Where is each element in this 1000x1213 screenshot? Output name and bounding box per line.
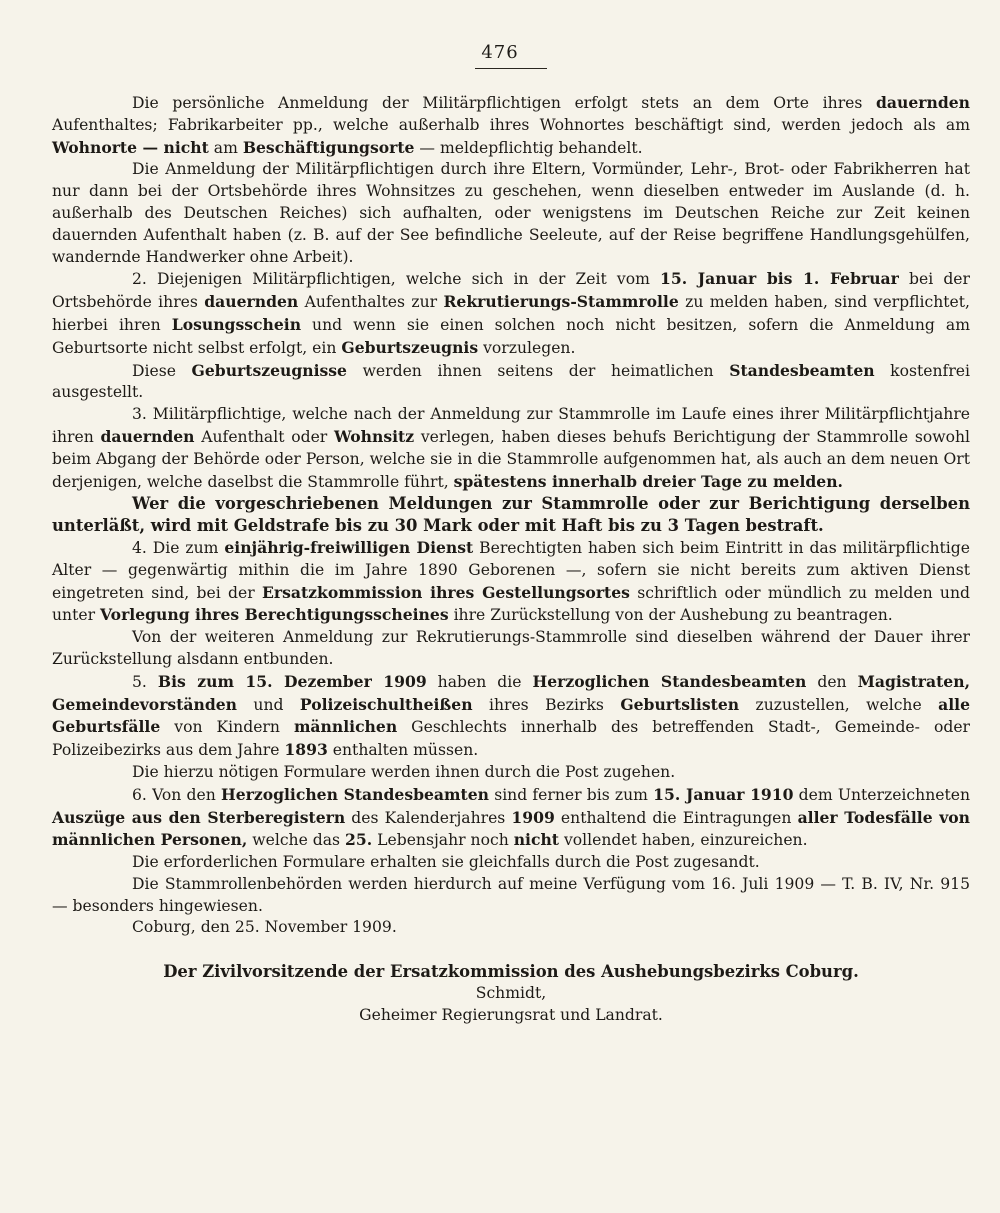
text-run: enthaltend die Eintragungen bbox=[554, 808, 798, 827]
text-run: Die erforderlichen Formulare erhalten sie gleichfalls durch die Post zugesandt. bbox=[132, 853, 760, 872]
text-run: Berechtigten haben sich beim Eintritt in das militärpflichtige Alter — gegenwärtig mithin die im Jahre 1890 Geborenen —, sofern sie nicht bereits zum aktiven Dienst eingetreten sind, bei der bbox=[52, 538, 971, 602]
emphasis: Geburtslisten bbox=[620, 694, 740, 714]
paragraph-birth-certificates bbox=[52, 360, 970, 405]
text-run: — meldepflichtig behandelt. bbox=[414, 138, 643, 157]
text-run: vorzulegen. bbox=[478, 338, 576, 357]
text-run: Geschlechts innerhalb des betreffenden Stadt-, Gemeinde- oder Polizeibezirks aus dem Jahre bbox=[52, 718, 970, 760]
text-run: Die Stammrollenbehörden werden hierdurch auf meine Verfügung vom 16. Juli 1909 — T. B. IV, Nr. 915 — besonders hingewiesen. bbox=[52, 874, 970, 915]
signature-organization: Der Zivilvorsitzende der Ersatzkommission des Aushebungsbezirks Coburg. bbox=[163, 962, 859, 982]
paragraph-section-3 bbox=[52, 404, 970, 493]
paragraph-guardian-registration bbox=[52, 159, 970, 268]
text-run: werden ihnen seitens der heimatlichen bbox=[346, 361, 730, 380]
emphasis: Wohnorte — nicht bbox=[52, 137, 209, 157]
text-run: Die hierzu nötigen Formulare werden ihnen durch die Post zugehen. bbox=[132, 762, 676, 781]
emphasis: dauernden bbox=[204, 292, 299, 312]
emphasis: 15. Januar 1910 bbox=[653, 784, 794, 804]
text-run: schriftlich oder mündlich zu melden und unter bbox=[52, 583, 970, 625]
text-run: und bbox=[237, 695, 300, 714]
page-number: 476 bbox=[481, 42, 519, 63]
paragraph-forms-mail bbox=[52, 852, 970, 874]
signature-title: Geheimer Regierungsrat und Landrat. bbox=[359, 1005, 663, 1024]
document-body bbox=[52, 92, 970, 1027]
text-run: ihres Bezirks bbox=[472, 695, 621, 714]
signature-name: Schmidt, bbox=[475, 984, 547, 1003]
text-run: ihre Zurückstellung von der Aushebung zu beantragen. bbox=[448, 606, 893, 625]
date-line: Coburg, den 25. November 1909. bbox=[132, 918, 397, 937]
emphasis: männlichen bbox=[293, 717, 398, 737]
emphasis: Herzoglichen Standesbeamten bbox=[532, 671, 807, 691]
emphasis: Polizeischultheißen bbox=[299, 694, 473, 714]
text-run: am bbox=[208, 138, 243, 157]
penalty-warning: Wer die vorgeschriebenen Meldungen zur Stammrolle oder zur Berichtigung derselben unterläßt, wird mit Geldstrafe bis zu 30 Mark oder mit Haft bis zu 3 Tagen bestraft. bbox=[52, 494, 970, 536]
text-run: des Kalenderjahres bbox=[345, 808, 512, 827]
text-run: verlegen, haben dieses behufs Berichtigung der Stammrolle sowohl beim Abgang der Behörde oder Person, welche sie in die Stammrolle aufgenommen hat, als auch an dem neuen Ort derjenigen, welche daselbst die Stammrolle führt, bbox=[52, 427, 970, 491]
text-run: kostenfrei ausgestellt. bbox=[52, 361, 970, 402]
emphasis: alle Geburtsfälle bbox=[52, 694, 970, 737]
text-run: 6. Von den bbox=[132, 785, 221, 804]
emphasis: Bis zum 15. Dezember 1909 bbox=[157, 671, 427, 691]
text-run: Diese bbox=[132, 361, 192, 380]
emphasis: dauernden bbox=[100, 426, 195, 446]
text-run: Aufenthaltes zur bbox=[298, 293, 444, 312]
emphasis: Herzoglichen Standesbeamten bbox=[220, 784, 489, 804]
text-run: den bbox=[806, 672, 858, 691]
emphasis: Geburtszeugnis bbox=[341, 337, 479, 357]
text-run: enthalten müssen. bbox=[327, 741, 479, 760]
paragraph-forms bbox=[52, 762, 970, 784]
text-run: dem Unterzeichneten bbox=[793, 785, 971, 804]
text-run: 5. bbox=[132, 672, 158, 691]
text-run: Die persönliche Anmeldung der Militärpflichtigen erfolgt stets an dem Orte ihres bbox=[132, 94, 877, 112]
text-run: und wenn sie einen solchen noch nicht besitzen, sofern die Anmeldung am Geburtsorte nicht selbst erfolgt, ein bbox=[52, 315, 970, 357]
emphasis: Beschäftigungsorte bbox=[242, 137, 415, 157]
paragraph-reference bbox=[52, 874, 970, 918]
emphasis: 25. bbox=[345, 830, 373, 850]
text-run: Lebensjahr noch bbox=[372, 831, 514, 850]
emphasis: einjährig-freiwilligen Dienst bbox=[224, 537, 474, 557]
emphasis: Vorlegung ihres Berechtigungsscheines bbox=[100, 605, 449, 625]
emphasis: Standesbeamten bbox=[729, 360, 875, 380]
text-run: 2. Diejenigen Militärpflichtigen, welche sich in der Zeit vom bbox=[132, 270, 661, 289]
signature-block bbox=[52, 961, 970, 1026]
emphasis: 15. Januar bis 1. Februar bbox=[660, 269, 899, 289]
emphasis: dauernden bbox=[876, 93, 970, 112]
text-run: vollendet haben, einzureichen. bbox=[559, 831, 808, 850]
text-run: 3. Militärpflichtige, welche nach der Anmeldung zur Stammrolle im Laufe eines ihrer Militärpflichtjahre ihren bbox=[52, 405, 970, 446]
paragraph-personal-registration bbox=[52, 92, 970, 159]
text-run: 4. Die zum bbox=[132, 538, 225, 557]
paragraph-section-4 bbox=[52, 537, 970, 627]
text-run: welche das bbox=[247, 831, 346, 850]
emphasis: Rekrutierungs-Stammrolle bbox=[443, 292, 679, 312]
paragraph-section-5 bbox=[52, 671, 970, 762]
text-run: zu melden haben, sind verpflichtet, hierbei ihren bbox=[52, 293, 970, 334]
text-run: sind ferner bis zum bbox=[489, 785, 654, 804]
emphasis: 1909 bbox=[511, 807, 555, 827]
emphasis: Geburtszeugnisse bbox=[191, 360, 347, 380]
paragraph-deferment bbox=[52, 627, 970, 671]
emphasis: spätestens innerhalb dreier Tage zu melden. bbox=[453, 471, 843, 491]
emphasis: 1893 bbox=[284, 740, 328, 760]
header-rule bbox=[475, 68, 547, 69]
emphasis: Auszüge aus den Sterberegistern bbox=[52, 807, 346, 827]
text-run: bei der Ortsbehörde ihres bbox=[52, 270, 970, 312]
emphasis: Losungsschein bbox=[171, 314, 302, 334]
emphasis: aller Todesfälle von männlichen Personen, bbox=[52, 807, 970, 850]
emphasis: Ersatzkommission ihres Gestellungsortes bbox=[261, 582, 630, 602]
text-run: Aufenthaltes; Fabrikarbeiter pp., welche außerhalb ihres Wohnortes beschäftigt sind, werden jedoch als am bbox=[52, 115, 970, 134]
emphasis: Magistraten, Gemeindevorständen bbox=[52, 671, 970, 714]
text-run: haben die bbox=[426, 672, 533, 691]
paragraph-section-6 bbox=[52, 784, 970, 852]
text-run: Aufenthalt oder bbox=[194, 427, 335, 446]
emphasis: Wohnsitz bbox=[334, 426, 415, 446]
text-run: zuzustellen, welche bbox=[739, 695, 939, 714]
text-run: Von der weiteren Anmeldung zur Rekrutierungs-Stammrolle sind dieselben während der Dauer ihrer Zurückstellung alsdann entbunden. bbox=[52, 628, 970, 668]
text-run: von Kindern bbox=[160, 718, 294, 737]
emphasis: nicht bbox=[513, 830, 560, 850]
paragraph-section-2 bbox=[52, 268, 970, 359]
text-run: Die Anmeldung der Militärpflichtigen durch ihre Eltern, Vormünder, Lehr-, Brot- oder Fabrikherren hat nur dann bei der Ortsbehörde ihres Wohnsitzes zu geschehen, wenn dieselben entweder im Auslande (d. h. außerhalb des Deutschen Reiches) sich aufhalten, oder wenigstens im Deutschen Reiche zur Zeit keinen dauernden Aufenthalt haben (z. B. auf der See befindliche Seeleute, auf der Reise begriffene Handlungsgehülfen, wandernde Handwerker ohne Arbeit). bbox=[52, 160, 970, 266]
